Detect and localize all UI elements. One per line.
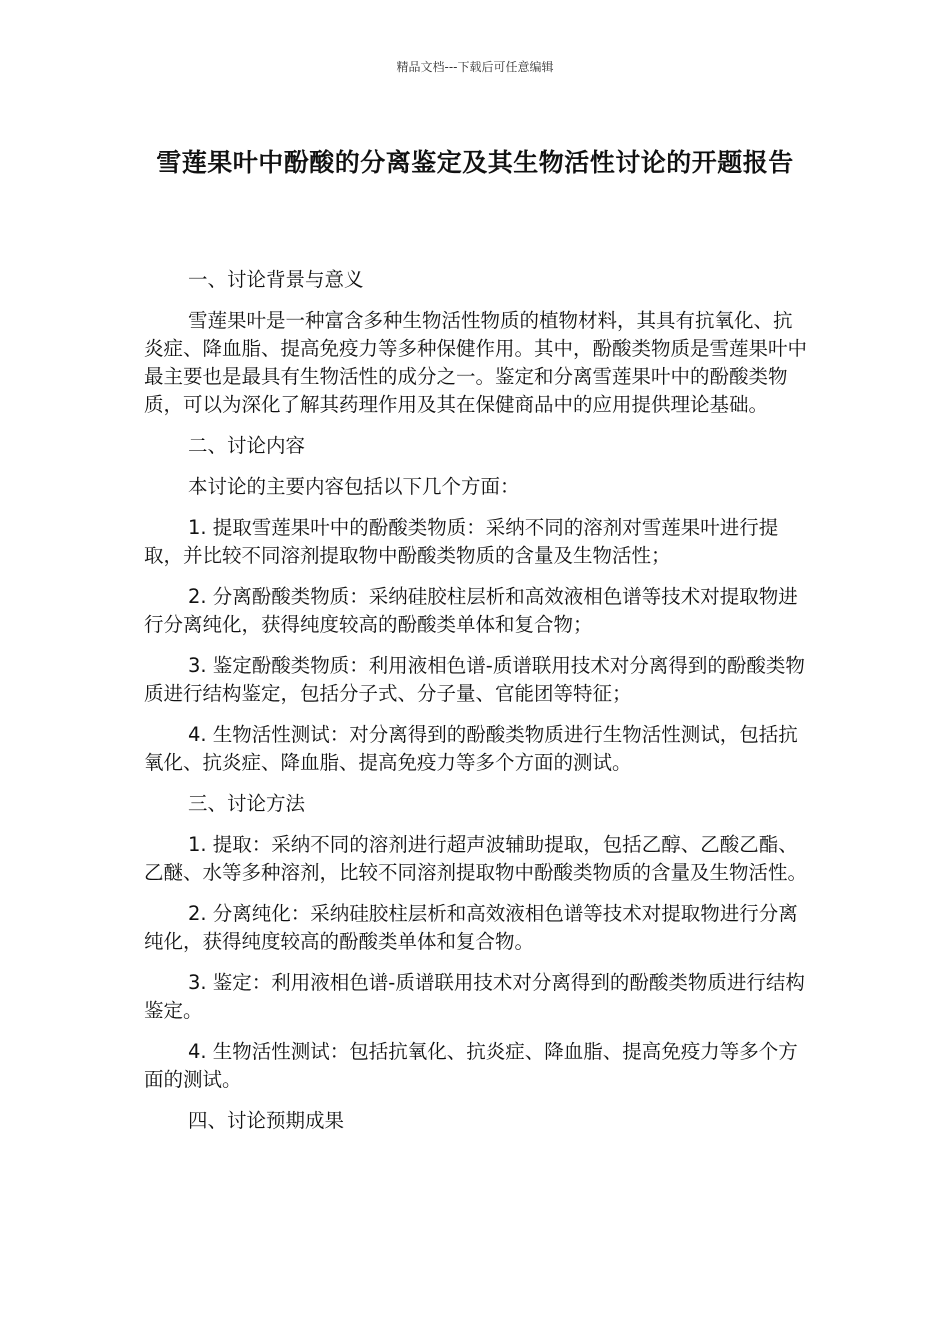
section-heading-outcomes: 四、讨论预期成果 xyxy=(188,1109,345,1132)
list-item-methods-4: 4. 生物活性测试：包括抗氧化、抗炎症、降血脂、提高免疫力等多个方面的测试。 xyxy=(144,1040,798,1091)
list-item-methods-1: 1. 提取：采纳不同的溶剂进行超声波辅助提取，包括乙醇、乙酸乙酯、乙醚、水等多种溶剂，比较不同溶剂提取物中酚酸类物质的含量及生物活性。 xyxy=(144,833,808,884)
document-title: 雪莲果叶中酚酸的分离鉴定及其生物活性讨论的开题报告 xyxy=(156,148,794,177)
section-heading-methods: 三、讨论方法 xyxy=(188,792,306,815)
section-heading-content: 二、讨论内容 xyxy=(188,434,306,457)
paragraph-background: 雪莲果叶是一种富含多种生物活性物质的植物材料，其具有抗氧化、抗炎症、降血脂、提高免疫力等多种保健作用。其中，酚酸类物质是雪莲果叶中最主要也是最具有生物活性的成分之一。鉴定和分离雪莲果叶中的酚酸类物质，可以为深化了解其药理作用及其在保健商品中的应用提供理论基础。 xyxy=(144,309,808,416)
list-item-methods-2: 2. 分离纯化：采纳硅胶柱层析和高效液相色谱等技术对提取物进行分离纯化，获得纯度较高的酚酸类单体和复合物。 xyxy=(144,902,798,953)
list-item-content-1: 1. 提取雪莲果叶中的酚酸类物质：采纳不同的溶剂对雪莲果叶进行提取，并比较不同溶剂提取物中酚酸类物质的含量及生物活性； xyxy=(144,516,779,567)
list-item-content-4: 4. 生物活性测试：对分离得到的酚酸类物质进行生物活性测试，包括抗氧化、抗炎症、降血脂、提高免疫力等多个方面的测试。 xyxy=(144,723,798,774)
paragraph-content-intro: 本讨论的主要内容包括以下几个方面： xyxy=(188,475,520,498)
list-item-content-2: 2. 分离酚酸类物质：采纳硅胶柱层析和高效液相色谱等技术对提取物进行分离纯化，获得纯度较高的酚酸类单体和复合物； xyxy=(144,585,798,636)
document-body xyxy=(144,266,808,1148)
list-item-content-3: 3. 鉴定酚酸类物质：利用液相色谱-质谱联用技术对分离得到的酚酸类物质进行结构鉴定，包括分子式、分子量、官能团等特征； xyxy=(144,654,805,705)
section-heading-background: 一、讨论背景与意义 xyxy=(188,268,364,291)
header-note: 精品文档---下载后可任意编辑 xyxy=(396,60,554,74)
list-item-methods-3: 3. 鉴定：利用液相色谱-质谱联用技术对分离得到的酚酸类物质进行结构鉴定。 xyxy=(144,971,805,1022)
